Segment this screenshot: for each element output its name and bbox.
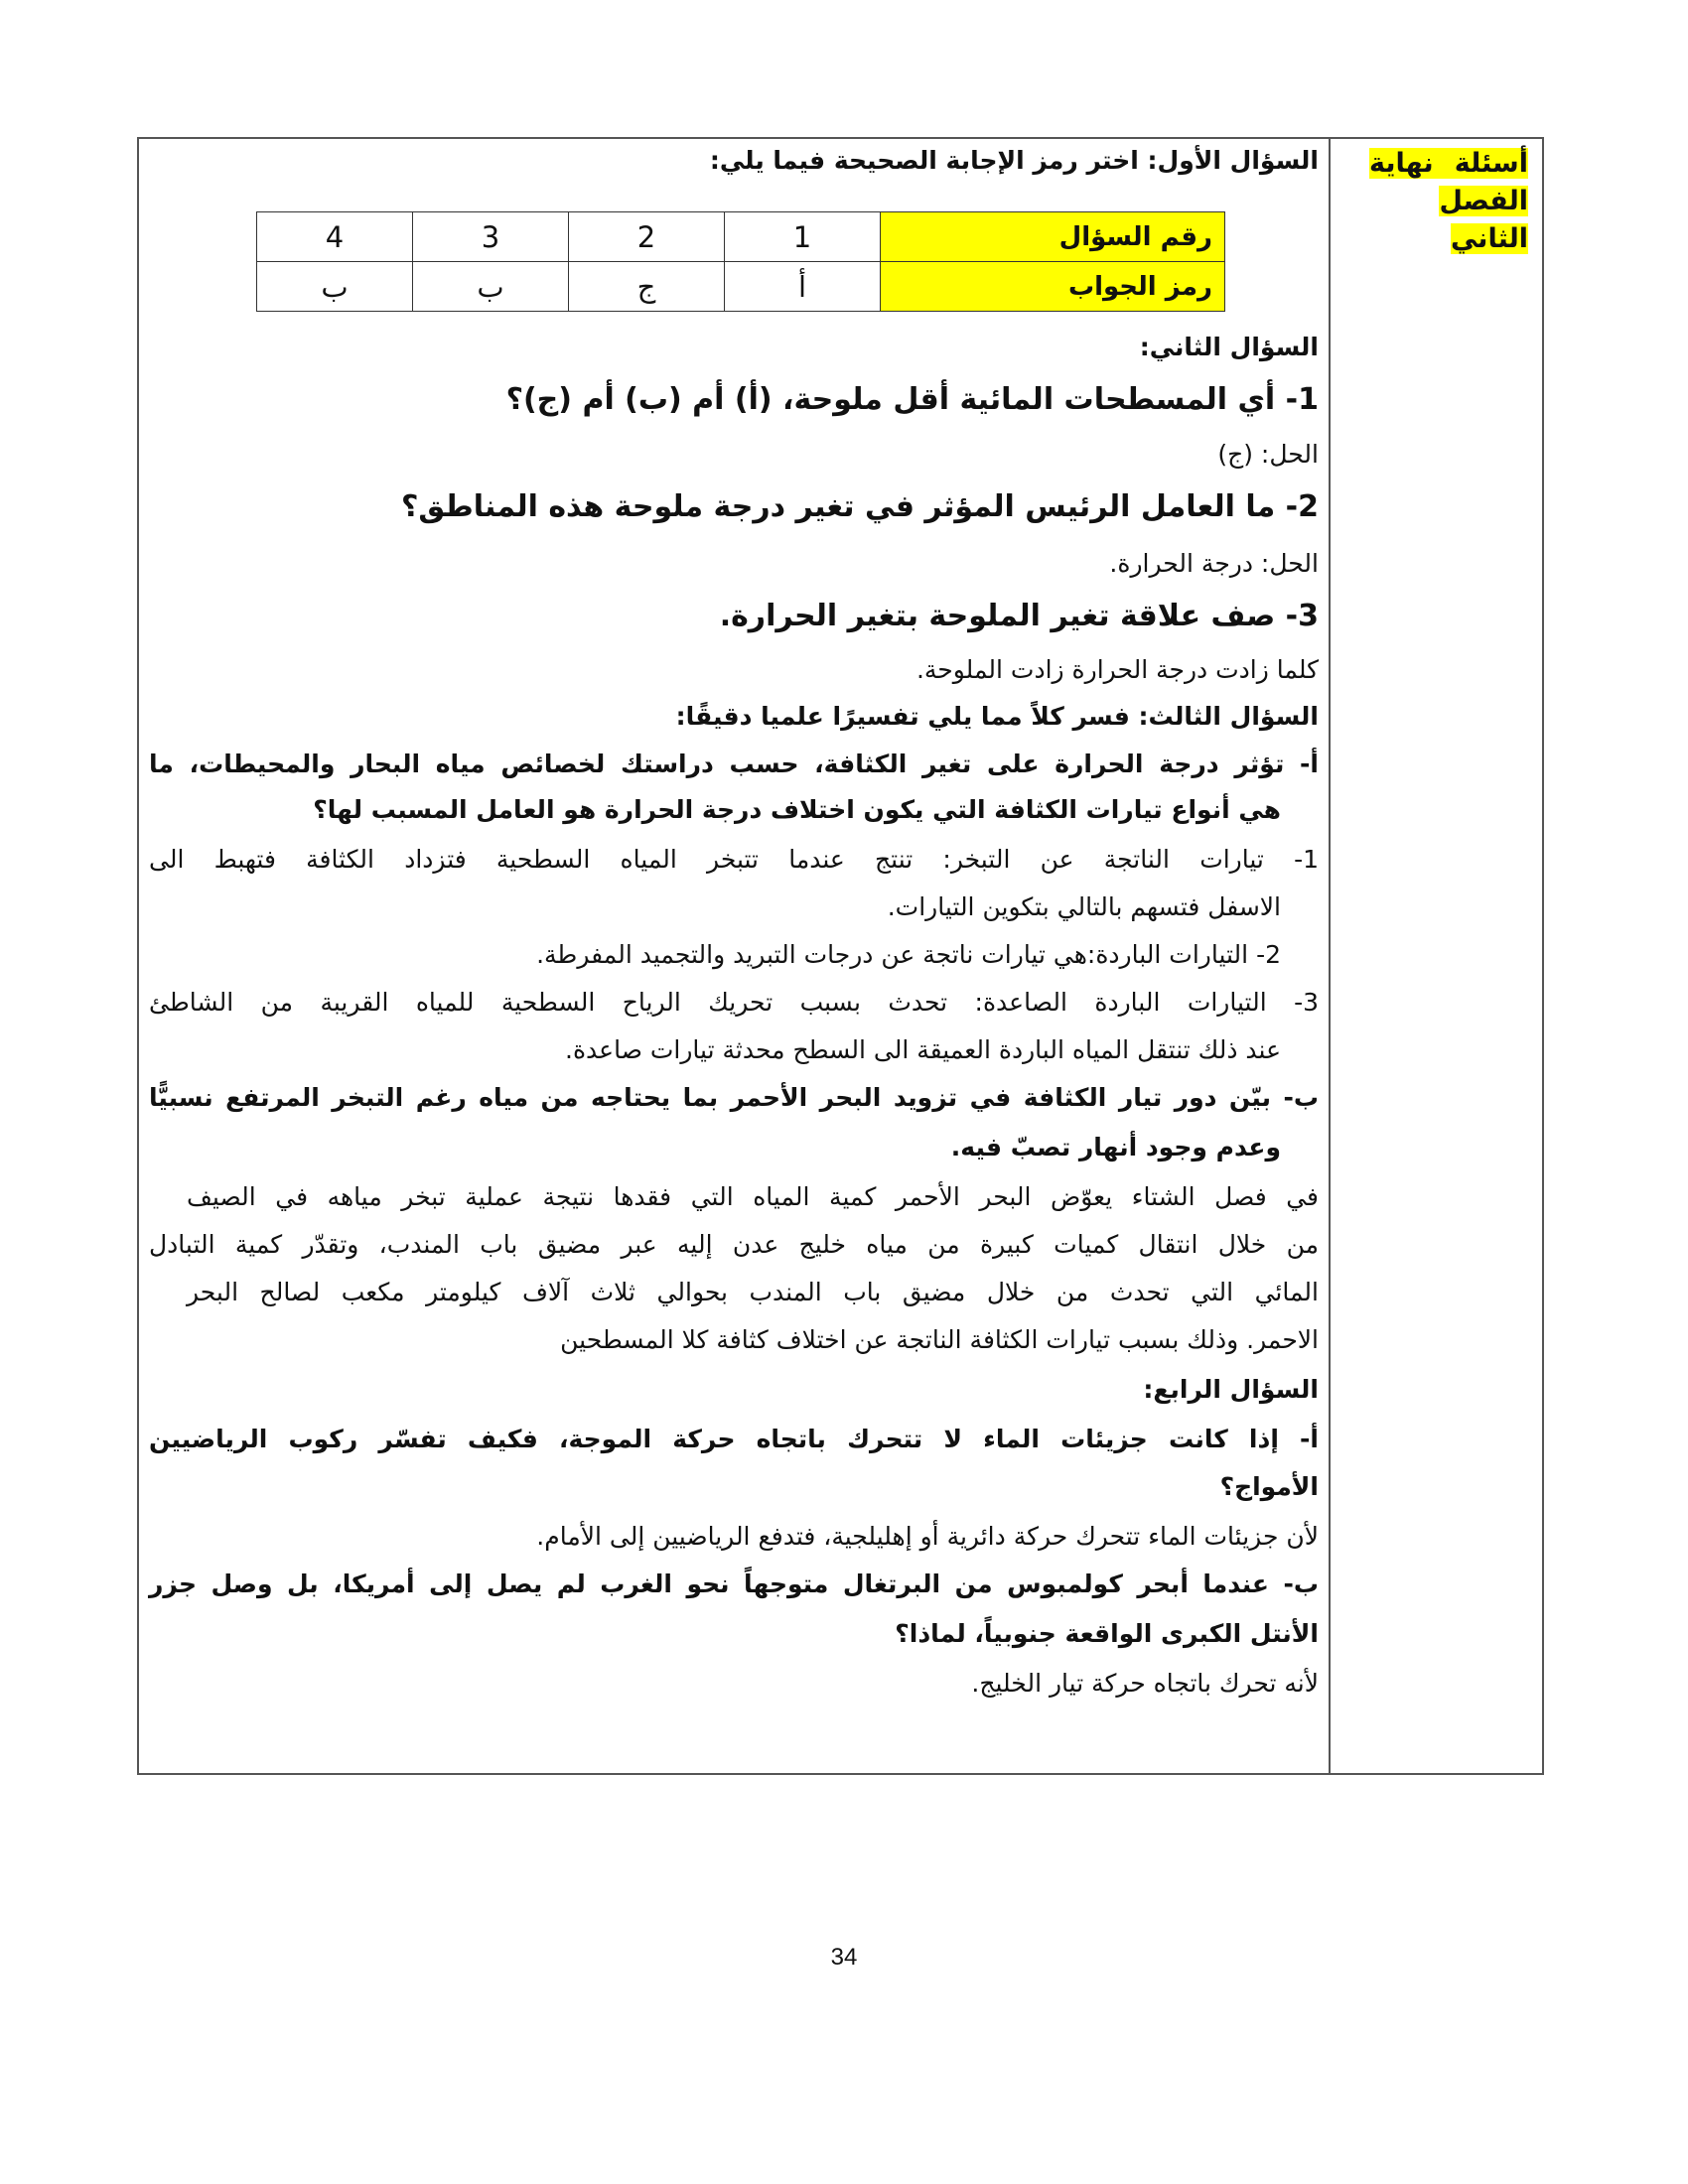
answer-symbol-cell: ب	[413, 262, 569, 312]
question-3-a-answer-3-line-1: 3- التيارات الباردة الصاعدة: تحدث بسبب تحريك الرياح السطحية للمياه القريبة من الشاطئ	[149, 988, 1319, 1017]
question-3-a-answer-1-line-1: 1- تيارات الناتجة عن التبخر: تنتج عندما تتبخر المياه السطحية فتزداد الكثافة فتهبط الى	[149, 845, 1319, 874]
question-4-b-answer: لأنه تحرك باتجاه حركة تيار الخليج.	[971, 1669, 1319, 1698]
question-3-b-answer-line-1: في فصل الشتاء يعوّض البحر الأحمر كمية المياه التي فقدها نتيجة عملية تبخر مياهه في الصيف	[187, 1182, 1319, 1211]
answer-symbol-cell: ج	[569, 262, 725, 312]
question-4-heading: السؤال الرابع:	[1143, 1375, 1319, 1404]
question-3-a-answer-2: 2- التيارات الباردة:هي تيارات ناتجة عن درجات التبريد والتجميد المفرطة.	[536, 940, 1281, 969]
answer-symbol-cell: ب	[257, 262, 413, 312]
worksheet-frame	[137, 137, 1544, 1775]
question-number-cell: 3	[413, 212, 569, 262]
question-3-b-line-1: ب- بيّن دور تيار الكثافة في تزويد البحر الأحمر بما يحتاجه من مياه رغم التبخر المرتفع نسبيًّا	[149, 1083, 1319, 1112]
question-3-a-line-2: هي أنواع تيارات الكثافة التي يكون اختلاف درجة الحرارة هو العامل المسبب لها؟	[313, 795, 1281, 824]
question-2-solution-1: الحل: (ج)	[1217, 440, 1319, 469]
question-3-b-line-2: وعدم وجود أنهار تصبّ فيه.	[950, 1133, 1281, 1161]
question-4-b-line-1: ب- عندما أبحر كولمبوس من البرتغال متوجهاً نحو الغرب لم يصل إلى أمريكا، بل وصل جزر	[149, 1570, 1319, 1598]
answer-table	[256, 211, 1225, 312]
question-3-b-answer-line-3: المائي التي تحدث من خلال مضيق باب المندب بحوالي ثلاث آلاف كيلومتر مكعب لصالح البحر	[187, 1278, 1319, 1306]
question-3-a-answer-1-line-2: الاسفل فتسهم بالتالي بتكوين التيارات.	[887, 892, 1281, 921]
question-2-solution-2: الحل: درجة الحرارة.	[1109, 549, 1319, 578]
question-4-a-answer: لأن جزيئات الماء تتحرك حركة دائرية أو إهليلجية، فتدفع الرياضيين إلى الأمام.	[536, 1522, 1319, 1551]
question-number-cell: 1	[725, 212, 881, 262]
question-2-item-2: 2- ما العامل الرئيس المؤثر في تغير درجة ملوحة هذه المناطق؟	[401, 489, 1319, 524]
answer-symbol-cell: أ	[725, 262, 881, 312]
answer-symbol-header: رمز الجواب	[881, 262, 1225, 312]
question-2-solution-3: كلما زادت درجة الحرارة زادت الملوحة.	[915, 655, 1319, 684]
question-1-heading: السؤال الأول: اختر رمز الإجابة الصحيحة فيما يلي:	[709, 146, 1319, 175]
question-3-b-answer-line-2: من خلال انتقال كميات كبيرة من مياه خليج عدن إليه عبر مضيق باب المندب، وتقدّر كمية التبادل	[149, 1230, 1319, 1259]
question-2-item-3: 3- صف علاقة تغير الملوحة بتغير الحرارة.	[719, 599, 1319, 633]
question-3-heading: السؤال الثالث: فسر كلاً مما يلي تفسيرًا علميا دقيقًا:	[675, 702, 1319, 731]
question-number-header: رقم السؤال	[881, 212, 1225, 262]
question-number-cell: 2	[569, 212, 725, 262]
question-2-heading: السؤال الثاني:	[1139, 333, 1319, 361]
main-column	[139, 139, 1329, 1773]
page-number: 34	[830, 1944, 858, 1971]
question-number-cell: 4	[257, 212, 413, 262]
question-4-a-line-2: الأمواج؟	[1219, 1472, 1319, 1501]
question-3-a-answer-3-line-2: عند ذلك تنتقل المياه الباردة العميقة الى السطح محدثة تيارات صاعدة.	[565, 1035, 1281, 1064]
question-3-b-answer-line-4: الاحمر. وذلك بسبب تيارات الكثافة الناتجة عن اختلاف كثافة كلا المسطحين	[560, 1325, 1319, 1354]
question-4-b-line-2: الأنتل الكبرى الواقعة جنوبياً، لماذا؟	[895, 1619, 1319, 1648]
question-3-a-line-1: أ- تؤثر درجة الحرارة على تغير الكثافة، حسب دراستك لخصائص مياه البحار والمحيطات، ما	[149, 750, 1319, 778]
question-4-a-line-1: أ- إذا كانت جزيئات الماء لا تتحرك باتجاه حركة الموجة، فكيف تفسّر ركوب الرياضيين	[149, 1425, 1319, 1453]
table-row	[257, 212, 1225, 262]
table-row	[257, 262, 1225, 312]
question-2-item-1: 1- أي المسطحات المائية أقل ملوحة، (أ) أم (ب) أم (ج)؟	[505, 382, 1319, 417]
chapter-title: أسئلة نهاية الفصل الثاني	[1369, 148, 1528, 254]
side-column	[1329, 139, 1542, 1773]
